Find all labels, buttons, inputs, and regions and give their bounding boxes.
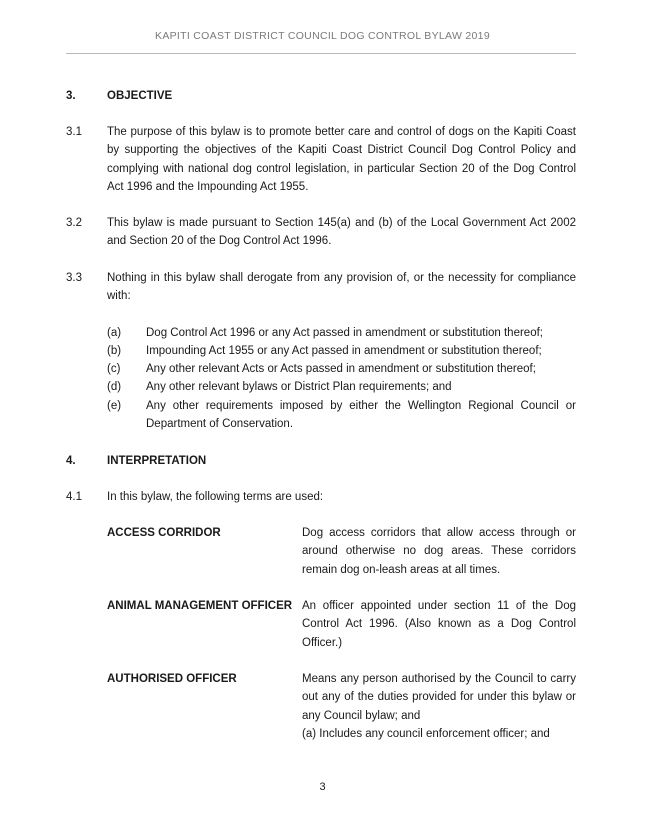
term-label: ANIMAL MANAGEMENT OFFICER (107, 600, 293, 612)
running-header: KAPITI COAST DISTRICT COUNCIL DOG CONTROL BYLAW 2019 (155, 30, 490, 42)
term-definition: An officer appointed under section 11 of the Dog Control Act 1996. (Also known as a Dog Control Officer.) (302, 600, 576, 649)
list-item: Any other requirements imposed by either the Wellington Regional Council or Department of Conservation. (146, 400, 576, 431)
clause-text: The purpose of this bylaw is to promote better care and control of dogs on the Kapiti Coast by supporting the objectives of the Kapiti Coast District Council Dog Control Policy and complying with national dog control legislation, in particular Section 20 of the Dog Control Act 1996 and the Impounding Act 1955. (107, 126, 576, 193)
section-heading: INTERPRETATION (107, 455, 207, 467)
section-number: 3. (66, 90, 76, 102)
list-item: Dog Control Act 1996 or any Act passed in amendment or substitution thereof; (146, 327, 543, 339)
clause-number: 3.1 (66, 126, 82, 138)
term-definition: Means any person authorised by the Council to carry out any of the duties provided for under this bylaw or any Council bylaw; and (302, 673, 576, 722)
list-item: Any other relevant bylaws or District Plan requirements; and (146, 381, 452, 393)
term-definition-subitem: (a) Includes any council enforcement officer; and (302, 728, 550, 740)
clause-number: 3.3 (66, 272, 82, 284)
list-item-label: (e) (107, 400, 122, 412)
clause-text: In this bylaw, the following terms are used: (107, 491, 324, 503)
term-definition: Dog access corridors that allow access through or around otherwise no dog areas. These corridors remain dog on-leash areas at all times. (302, 527, 576, 576)
list-item-label: (d) (107, 381, 122, 393)
section-heading: OBJECTIVE (107, 90, 173, 102)
list-item: Impounding Act 1955 or any Act passed in amendment or substitution thereof; (146, 345, 542, 357)
clause-text: Nothing in this bylaw shall derogate from any provision of, or the necessity for compliance with: (107, 272, 576, 303)
clause-number: 3.2 (66, 217, 82, 229)
list-item-label: (c) (107, 363, 121, 375)
clause-number: 4.1 (66, 491, 82, 503)
term-label: ACCESS CORRIDOR (107, 527, 221, 539)
list-item-label: (b) (107, 345, 122, 357)
term-label: AUTHORISED OFFICER (107, 673, 237, 685)
page-number: 3 (319, 781, 326, 793)
list-item-label: (a) (107, 327, 122, 339)
section-number: 4. (66, 455, 76, 467)
clause-text: This bylaw is made pursuant to Section 145(a) and (b) of the Local Government Act 2002 and Section 20 of the Dog Control Act 1996. (107, 217, 576, 248)
header-divider (66, 53, 576, 54)
list-item: Any other relevant Acts or Acts passed in amendment or substitution thereof; (146, 363, 536, 375)
